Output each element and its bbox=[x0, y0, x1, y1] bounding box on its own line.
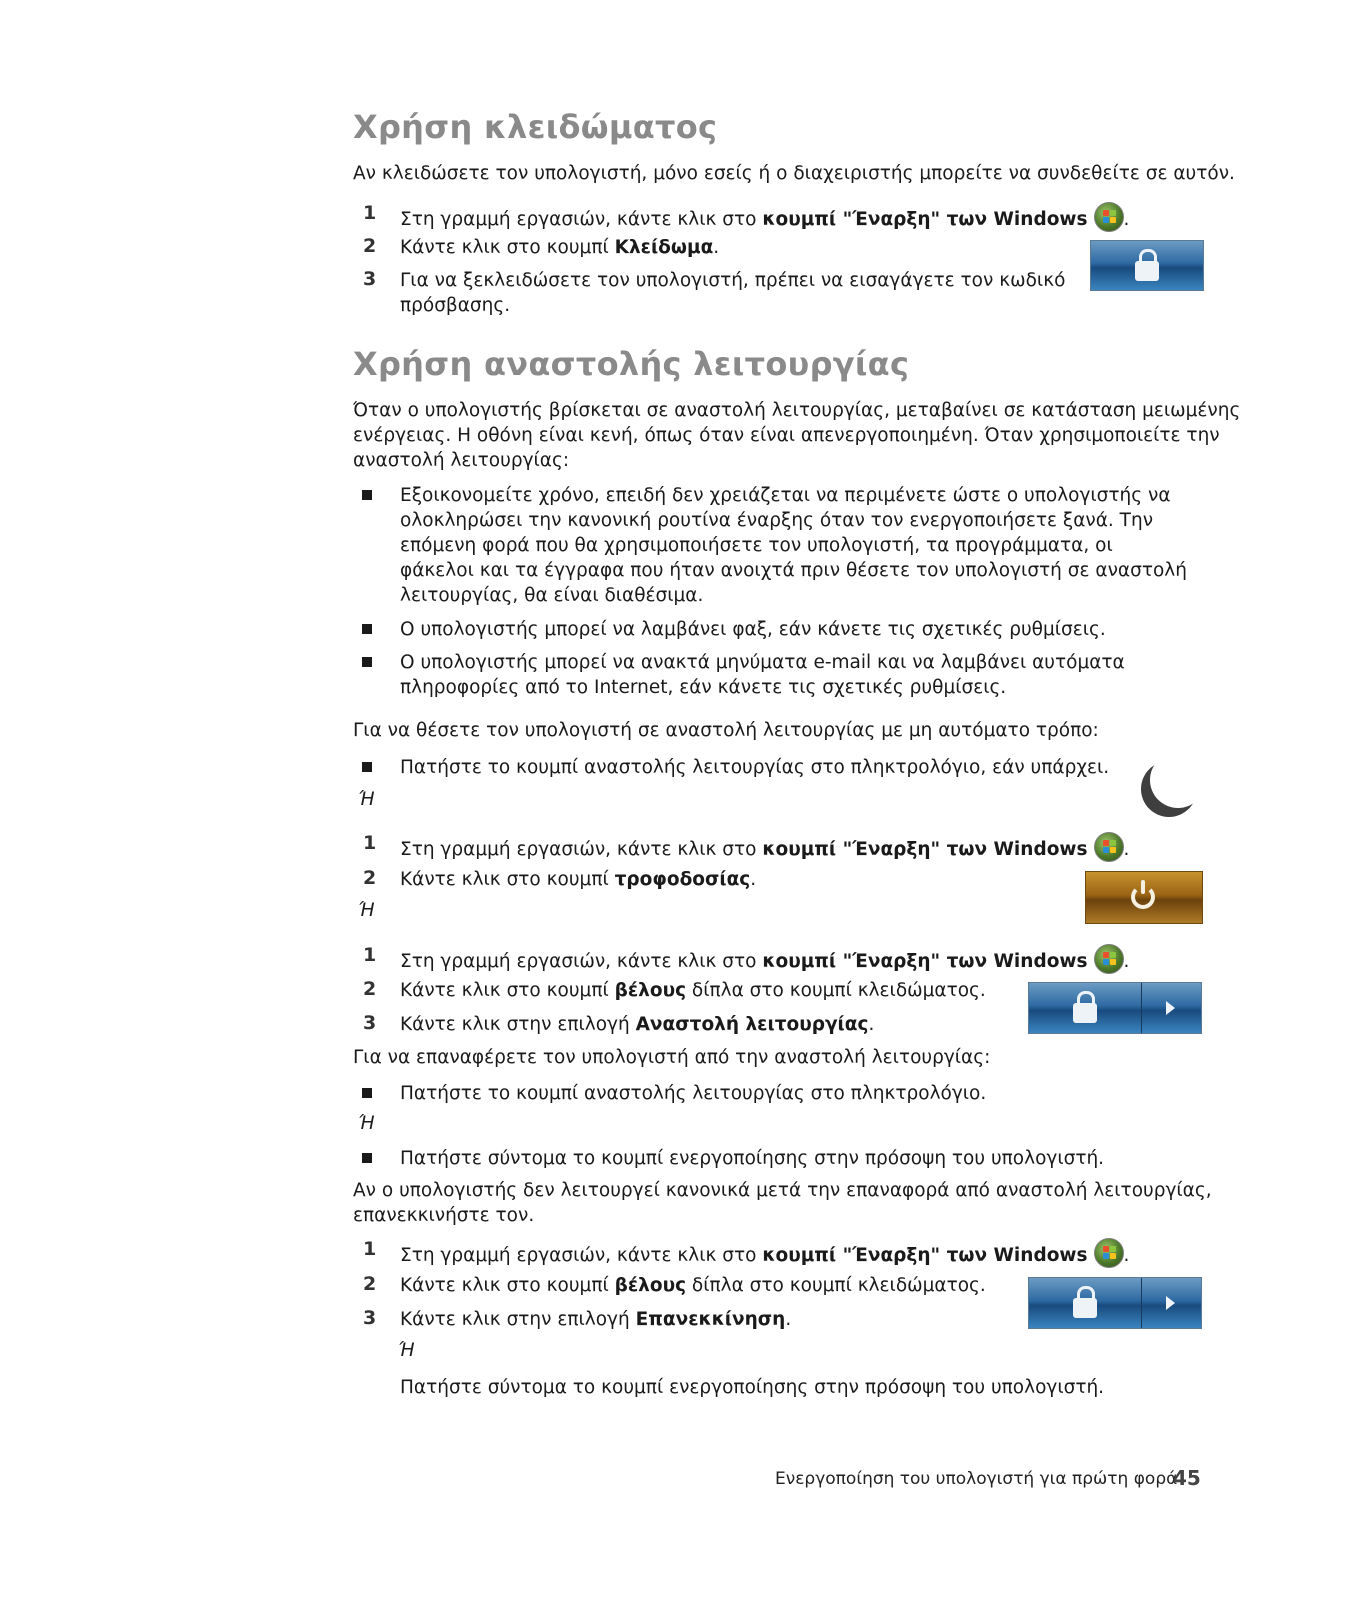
bullet-text: Πατήστε το κουμπί αναστολής λειτουργίας στο πληκτρολόγιο. bbox=[400, 1083, 987, 1104]
step-number: 2 bbox=[363, 1273, 377, 1295]
step-number: 1 bbox=[363, 202, 377, 224]
lock-icon bbox=[1135, 261, 1159, 281]
manual-intro: Για να θέσετε τον υπολογιστή σε αναστολή λειτουργίας με μη αυτόματο τρόπο: bbox=[353, 720, 1099, 741]
step-text: Κάντε κλικ στην επιλογή Επανεκκίνηση. bbox=[400, 1309, 792, 1330]
arrow-segment bbox=[1141, 983, 1201, 1033]
windows-start-icon bbox=[1094, 832, 1124, 862]
step-number: 2 bbox=[363, 978, 377, 1000]
lock-button-image bbox=[1090, 240, 1204, 291]
step-text: Κάντε κλικ στο κουμπί βέλους δίπλα στο κουμπί κλειδώματος. bbox=[400, 980, 986, 1001]
step-number: 1 bbox=[363, 944, 377, 966]
step-text: Στη γραμμή εργασιών, κάντε κλικ στο κουμπί "Έναρξη" των Windows . bbox=[400, 832, 1129, 862]
step-text: Κάντε κλικ στην επιλογή Αναστολή λειτουργίας. bbox=[400, 1014, 875, 1035]
section-title-sleep: Χρήση αναστολής λειτουργίας bbox=[353, 345, 910, 383]
bullet-text: Ο υπολογιστής μπορεί να λαμβάνει φαξ, εάν κάνετε τις σχετικές ρυθμίσεις. bbox=[400, 619, 1106, 640]
section-title-lock: Χρήση κλειδώματος bbox=[353, 108, 718, 146]
or-separator: Ή bbox=[358, 900, 375, 921]
step-number: 1 bbox=[363, 832, 377, 854]
or-separator: Ή bbox=[358, 1113, 375, 1134]
bullet-marker bbox=[362, 1153, 372, 1163]
step-number: 2 bbox=[363, 235, 377, 257]
bullet-text: Εξοικονομείτε χρόνο, επειδή δεν χρειάζεται να περιμένετε ώστε ο υπολογιστής να ολοκληρώσει την κανονική ρουτίνα έναρξης όταν τον ενεργοποιήσετε ξανά. Την επόμενη φορά που θα χρησιμοποιήσετε τον υπολογιστή, τα προγράμματα, οι φάκελοι και τα έγγραφα που ήταν ανοιχτά πριν θέσετε τον υπολογιστή σε αναστολή λειτουργίας, θα είναι διαθέσιμα. bbox=[400, 485, 1187, 606]
power-icon-line bbox=[1141, 880, 1145, 894]
step-number: 2 bbox=[363, 867, 377, 889]
page-number: 45 bbox=[1173, 1466, 1201, 1490]
step-text: Στη γραμμή εργασιών, κάντε κλικ στο κουμπί "Έναρξη" των Windows . bbox=[400, 944, 1129, 974]
bullet-marker bbox=[362, 657, 372, 667]
step-text: Για να ξεκλειδώσετε τον υπολογιστή, πρέπει να εισαγάγετε τον κωδικό πρόσβασης. bbox=[400, 270, 1066, 316]
restart-alt-text: Πατήστε σύντομα το κουμπί ενεργοποίησης στην πρόσοψη του υπολογιστή. bbox=[400, 1377, 1105, 1398]
bullet-marker bbox=[362, 1088, 372, 1098]
step-text: Στη γραμμή εργασιών, κάντε κλικ στο κουμπί "Έναρξη" των Windows . bbox=[400, 202, 1129, 232]
bullet-marker bbox=[362, 762, 372, 772]
restart-intro: Αν ο υπολογιστής δεν λειτουργεί κανονικά μετά την επαναφορά από αναστολή λειτουργίας, επανεκκινήστε τον. bbox=[353, 1180, 1212, 1226]
step-number: 3 bbox=[363, 268, 377, 290]
arrow-right-icon bbox=[1166, 1296, 1175, 1310]
sleep-intro: Όταν ο υπολογιστής βρίσκεται σε αναστολή λειτουργίας, μεταβαίνει σε κατάσταση μειωμένης ενέργειας. Η οθόνη είναι κενή, όπως όταν είναι απενεργοποιημένη. Όταν χρησιμοποιείτε την αναστολή λειτουργίας: bbox=[353, 400, 1241, 471]
lock-icon bbox=[1073, 1003, 1097, 1023]
bullet-text: Πατήστε το κουμπί αναστολής λειτουργίας στο πληκτρολόγιο, εάν υπάρχει. bbox=[400, 757, 1110, 778]
arrow-segment bbox=[1141, 1278, 1201, 1328]
bullet-text: Πατήστε σύντομα το κουμπί ενεργοποίησης στην πρόσοψη του υπολογιστή. bbox=[400, 1148, 1105, 1169]
moon-sleep-icon bbox=[1150, 752, 1206, 808]
step-text: Κάντε κλικ στο κουμπί Κλείδωμα. bbox=[400, 237, 720, 258]
step-number: 3 bbox=[363, 1307, 377, 1329]
bullet-marker bbox=[362, 624, 372, 634]
arrow-right-icon bbox=[1166, 1001, 1175, 1015]
windows-start-icon bbox=[1094, 944, 1124, 974]
bullet-text: Ο υπολογιστής μπορεί να ανακτά μηνύματα e-mail και να λαμβάνει αυτόματα πληροφορίες από το Internet, εάν κάνετε τις σχετικές ρυθμίσεις. bbox=[400, 652, 1125, 698]
step-text: Κάντε κλικ στο κουμπί βέλους δίπλα στο κουμπί κλειδώματος. bbox=[400, 1275, 986, 1296]
lock-arrow-button-image bbox=[1028, 1277, 1202, 1329]
step-text: Κάντε κλικ στο κουμπί τροφοδοσίας. bbox=[400, 869, 757, 890]
step-number: 3 bbox=[363, 1012, 377, 1034]
lock-intro: Αν κλειδώσετε τον υπολογιστή, μόνο εσείς ή ο διαχειριστής μπορείτε να συνδεθείτε σε αυτόν. bbox=[353, 163, 1235, 184]
windows-start-icon bbox=[1094, 1238, 1124, 1268]
power-button-image bbox=[1085, 871, 1203, 924]
footer-chapter-title: Ενεργοποίηση του υπολογιστή για πρώτη φορά bbox=[775, 1469, 1178, 1489]
wake-intro: Για να επαναφέρετε τον υπολογιστή από την αναστολή λειτουργίας: bbox=[353, 1047, 991, 1068]
windows-start-icon bbox=[1094, 202, 1124, 232]
step-number: 1 bbox=[363, 1238, 377, 1260]
or-separator: Ή bbox=[358, 789, 375, 810]
lock-arrow-button-image bbox=[1028, 982, 1202, 1034]
or-separator: Ή bbox=[398, 1340, 415, 1361]
lock-icon bbox=[1073, 1298, 1097, 1318]
bullet-marker bbox=[362, 490, 372, 500]
step-text: Στη γραμμή εργασιών, κάντε κλικ στο κουμπί "Έναρξη" των Windows . bbox=[400, 1238, 1129, 1268]
